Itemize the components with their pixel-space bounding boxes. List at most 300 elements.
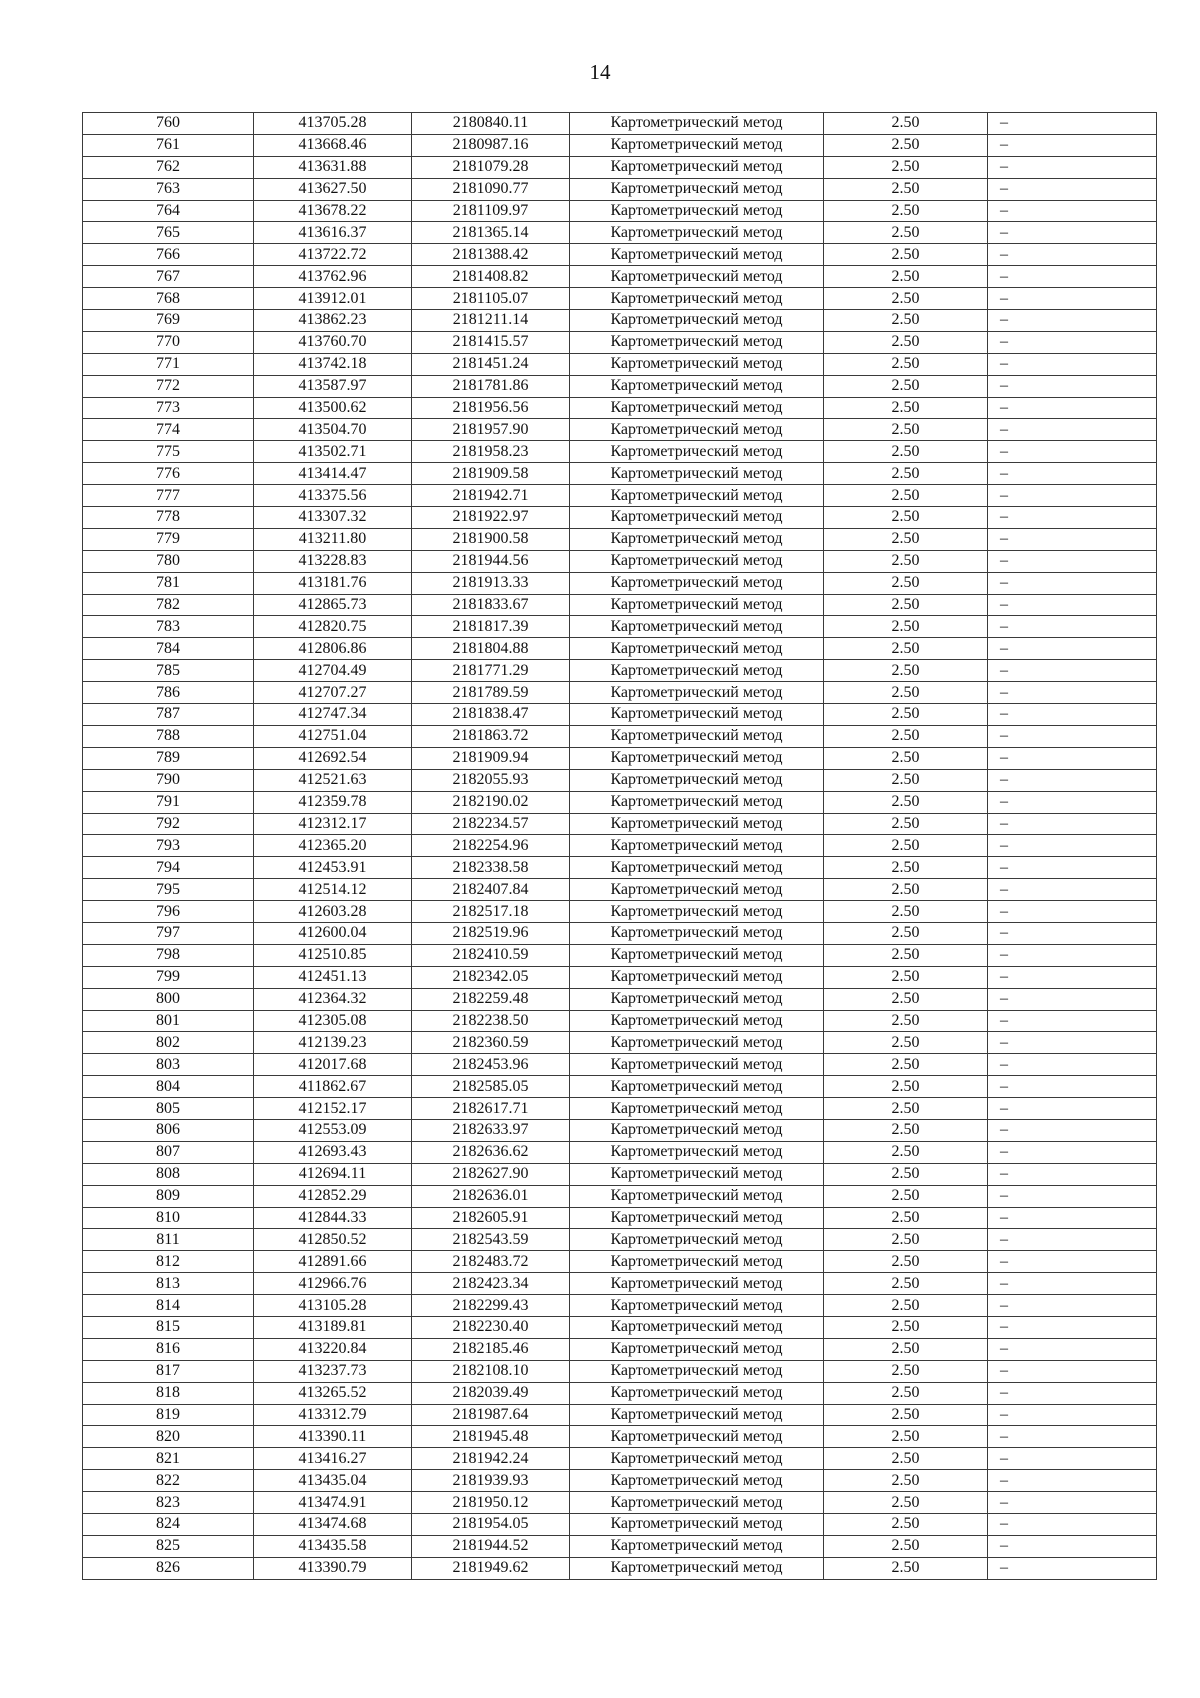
table-row xyxy=(83,1360,1157,1382)
table-row xyxy=(83,1338,1157,1360)
point-number-cell: 766 xyxy=(83,244,254,266)
table-row xyxy=(83,704,1157,726)
x-coordinate-cell: 413631.88 xyxy=(254,156,412,178)
method-cell: Картометрический метод xyxy=(570,550,824,572)
method-cell: Картометрический метод xyxy=(570,572,824,594)
note-cell: – xyxy=(988,725,1157,747)
x-coordinate-cell: 413211.80 xyxy=(254,528,412,550)
method-cell: Картометрический метод xyxy=(570,1535,824,1557)
error-cell: 2.50 xyxy=(824,1404,988,1426)
method-cell: Картометрический метод xyxy=(570,1032,824,1054)
point-number-cell: 816 xyxy=(83,1338,254,1360)
method-cell: Картометрический метод xyxy=(570,441,824,463)
error-cell: 2.50 xyxy=(824,310,988,332)
method-cell: Картометрический метод xyxy=(570,266,824,288)
table-row xyxy=(83,397,1157,419)
point-number-cell: 791 xyxy=(83,791,254,813)
note-cell: – xyxy=(988,594,1157,616)
x-coordinate-cell: 412820.75 xyxy=(254,616,412,638)
y-coordinate-cell: 2181838.47 xyxy=(412,704,570,726)
table-row xyxy=(83,616,1157,638)
note-cell: – xyxy=(988,1426,1157,1448)
y-coordinate-cell: 2181987.64 xyxy=(412,1404,570,1426)
method-cell: Картометрический метод xyxy=(570,1492,824,1514)
method-cell: Картометрический метод xyxy=(570,200,824,222)
error-cell: 2.50 xyxy=(824,375,988,397)
method-cell: Картометрический метод xyxy=(570,1207,824,1229)
point-number-cell: 782 xyxy=(83,594,254,616)
y-coordinate-cell: 2181109.97 xyxy=(412,200,570,222)
y-coordinate-cell: 2182617.71 xyxy=(412,1098,570,1120)
point-number-cell: 800 xyxy=(83,988,254,1010)
error-cell: 2.50 xyxy=(824,1338,988,1360)
y-coordinate-cell: 2181944.52 xyxy=(412,1535,570,1557)
note-cell: – xyxy=(988,704,1157,726)
x-coordinate-cell: 413435.04 xyxy=(254,1470,412,1492)
point-number-cell: 817 xyxy=(83,1360,254,1382)
table-row xyxy=(83,747,1157,769)
point-number-cell: 807 xyxy=(83,1141,254,1163)
y-coordinate-cell: 2181771.29 xyxy=(412,660,570,682)
method-cell: Картометрический метод xyxy=(570,747,824,769)
point-number-cell: 801 xyxy=(83,1010,254,1032)
y-coordinate-cell: 2181817.39 xyxy=(412,616,570,638)
error-cell: 2.50 xyxy=(824,200,988,222)
y-coordinate-cell: 2182483.72 xyxy=(412,1251,570,1273)
method-cell: Картометрический метод xyxy=(570,310,824,332)
point-number-cell: 823 xyxy=(83,1492,254,1514)
table-row xyxy=(83,1076,1157,1098)
method-cell: Картометрический метод xyxy=(570,769,824,791)
table-row xyxy=(83,1514,1157,1536)
table-row xyxy=(83,1207,1157,1229)
error-cell: 2.50 xyxy=(824,572,988,594)
point-number-cell: 785 xyxy=(83,660,254,682)
y-coordinate-cell: 2181408.82 xyxy=(412,266,570,288)
method-cell: Картометрический метод xyxy=(570,397,824,419)
table-row xyxy=(83,485,1157,507)
x-coordinate-cell: 412747.34 xyxy=(254,704,412,726)
x-coordinate-cell: 411862.67 xyxy=(254,1076,412,1098)
table-row xyxy=(83,507,1157,529)
note-cell: – xyxy=(988,419,1157,441)
table-row xyxy=(83,1163,1157,1185)
point-number-cell: 810 xyxy=(83,1207,254,1229)
x-coordinate-cell: 412453.91 xyxy=(254,857,412,879)
note-cell: – xyxy=(988,331,1157,353)
note-cell: – xyxy=(988,1360,1157,1382)
table-row xyxy=(83,791,1157,813)
method-cell: Картометрический метод xyxy=(570,463,824,485)
table-row xyxy=(83,813,1157,835)
table-row xyxy=(83,879,1157,901)
error-cell: 2.50 xyxy=(824,485,988,507)
table-row xyxy=(83,1316,1157,1338)
x-coordinate-cell: 412844.33 xyxy=(254,1207,412,1229)
note-cell: – xyxy=(988,485,1157,507)
point-number-cell: 820 xyxy=(83,1426,254,1448)
error-cell: 2.50 xyxy=(824,1492,988,1514)
note-cell: – xyxy=(988,857,1157,879)
table-row xyxy=(83,857,1157,879)
point-number-cell: 780 xyxy=(83,550,254,572)
x-coordinate-cell: 413307.32 xyxy=(254,507,412,529)
x-coordinate-cell: 412806.86 xyxy=(254,638,412,660)
y-coordinate-cell: 2182633.97 xyxy=(412,1119,570,1141)
method-cell: Картометрический метод xyxy=(570,944,824,966)
note-cell: – xyxy=(988,988,1157,1010)
y-coordinate-cell: 2182230.40 xyxy=(412,1316,570,1338)
note-cell: – xyxy=(988,966,1157,988)
note-cell: – xyxy=(988,1382,1157,1404)
point-number-cell: 826 xyxy=(83,1557,254,1579)
method-cell: Картометрический метод xyxy=(570,682,824,704)
error-cell: 2.50 xyxy=(824,1360,988,1382)
x-coordinate-cell: 413181.76 xyxy=(254,572,412,594)
y-coordinate-cell: 2181365.14 xyxy=(412,222,570,244)
y-coordinate-cell: 2181944.56 xyxy=(412,550,570,572)
x-coordinate-cell: 413474.91 xyxy=(254,1492,412,1514)
error-cell: 2.50 xyxy=(824,1273,988,1295)
method-cell: Картометрический метод xyxy=(570,901,824,923)
error-cell: 2.50 xyxy=(824,244,988,266)
x-coordinate-cell: 413762.96 xyxy=(254,266,412,288)
error-cell: 2.50 xyxy=(824,507,988,529)
table-row xyxy=(83,1251,1157,1273)
note-cell: – xyxy=(988,660,1157,682)
point-number-cell: 789 xyxy=(83,747,254,769)
x-coordinate-cell: 413668.46 xyxy=(254,134,412,156)
y-coordinate-cell: 2181900.58 xyxy=(412,528,570,550)
table-row xyxy=(83,353,1157,375)
method-cell: Картометрический метод xyxy=(570,1163,824,1185)
note-cell: – xyxy=(988,747,1157,769)
note-cell: – xyxy=(988,1273,1157,1295)
y-coordinate-cell: 2182108.10 xyxy=(412,1360,570,1382)
error-cell: 2.50 xyxy=(824,441,988,463)
note-cell: – xyxy=(988,1470,1157,1492)
y-coordinate-cell: 2181950.12 xyxy=(412,1492,570,1514)
method-cell: Картометрический метод xyxy=(570,879,824,901)
table-row xyxy=(83,244,1157,266)
error-cell: 2.50 xyxy=(824,857,988,879)
table-row xyxy=(83,266,1157,288)
error-cell: 2.50 xyxy=(824,1141,988,1163)
note-cell: – xyxy=(988,638,1157,660)
x-coordinate-cell: 412694.11 xyxy=(254,1163,412,1185)
x-coordinate-cell: 413862.23 xyxy=(254,310,412,332)
y-coordinate-cell: 2181090.77 xyxy=(412,178,570,200)
x-coordinate-cell: 412152.17 xyxy=(254,1098,412,1120)
coordinates-table xyxy=(82,112,1157,1580)
point-number-cell: 784 xyxy=(83,638,254,660)
point-number-cell: 794 xyxy=(83,857,254,879)
x-coordinate-cell: 412521.63 xyxy=(254,769,412,791)
x-coordinate-cell: 412751.04 xyxy=(254,725,412,747)
x-coordinate-cell: 413742.18 xyxy=(254,353,412,375)
y-coordinate-cell: 2182055.93 xyxy=(412,769,570,791)
table-row xyxy=(83,594,1157,616)
table-row xyxy=(83,113,1157,135)
table-row xyxy=(83,988,1157,1010)
method-cell: Картометрический метод xyxy=(570,485,824,507)
error-cell: 2.50 xyxy=(824,1010,988,1032)
y-coordinate-cell: 2182543.59 xyxy=(412,1229,570,1251)
y-coordinate-cell: 2182259.48 xyxy=(412,988,570,1010)
point-number-cell: 793 xyxy=(83,835,254,857)
note-cell: – xyxy=(988,1338,1157,1360)
error-cell: 2.50 xyxy=(824,1098,988,1120)
point-number-cell: 765 xyxy=(83,222,254,244)
method-cell: Картометрический метод xyxy=(570,1251,824,1273)
error-cell: 2.50 xyxy=(824,1295,988,1317)
y-coordinate-cell: 2182360.59 xyxy=(412,1032,570,1054)
y-coordinate-cell: 2182234.57 xyxy=(412,813,570,835)
method-cell: Картометрический метод xyxy=(570,134,824,156)
note-cell: – xyxy=(988,835,1157,857)
error-cell: 2.50 xyxy=(824,1119,988,1141)
note-cell: – xyxy=(988,134,1157,156)
x-coordinate-cell: 412704.49 xyxy=(254,660,412,682)
method-cell: Картометрический метод xyxy=(570,1382,824,1404)
error-cell: 2.50 xyxy=(824,156,988,178)
method-cell: Картометрический метод xyxy=(570,156,824,178)
error-cell: 2.50 xyxy=(824,922,988,944)
method-cell: Картометрический метод xyxy=(570,1360,824,1382)
y-coordinate-cell: 2182039.49 xyxy=(412,1382,570,1404)
point-number-cell: 797 xyxy=(83,922,254,944)
x-coordinate-cell: 412707.27 xyxy=(254,682,412,704)
note-cell: – xyxy=(988,922,1157,944)
x-coordinate-cell: 412365.20 xyxy=(254,835,412,857)
method-cell: Картометрический метод xyxy=(570,375,824,397)
point-number-cell: 777 xyxy=(83,485,254,507)
y-coordinate-cell: 2182627.90 xyxy=(412,1163,570,1185)
y-coordinate-cell: 2181945.48 xyxy=(412,1426,570,1448)
note-cell: – xyxy=(988,1010,1157,1032)
y-coordinate-cell: 2181079.28 xyxy=(412,156,570,178)
point-number-cell: 796 xyxy=(83,901,254,923)
error-cell: 2.50 xyxy=(824,1426,988,1448)
method-cell: Картометрический метод xyxy=(570,1119,824,1141)
note-cell: – xyxy=(988,1098,1157,1120)
error-cell: 2.50 xyxy=(824,331,988,353)
error-cell: 2.50 xyxy=(824,944,988,966)
error-cell: 2.50 xyxy=(824,266,988,288)
point-number-cell: 774 xyxy=(83,419,254,441)
note-cell: – xyxy=(988,1492,1157,1514)
method-cell: Картометрический метод xyxy=(570,288,824,310)
point-number-cell: 821 xyxy=(83,1448,254,1470)
note-cell: – xyxy=(988,178,1157,200)
y-coordinate-cell: 2182254.96 xyxy=(412,835,570,857)
x-coordinate-cell: 413265.52 xyxy=(254,1382,412,1404)
x-coordinate-cell: 413474.68 xyxy=(254,1514,412,1536)
error-cell: 2.50 xyxy=(824,550,988,572)
x-coordinate-cell: 412514.12 xyxy=(254,879,412,901)
point-number-cell: 811 xyxy=(83,1229,254,1251)
point-number-cell: 805 xyxy=(83,1098,254,1120)
y-coordinate-cell: 2182517.18 xyxy=(412,901,570,923)
error-cell: 2.50 xyxy=(824,288,988,310)
note-cell: – xyxy=(988,1229,1157,1251)
table-row xyxy=(83,1404,1157,1426)
method-cell: Картометрический метод xyxy=(570,616,824,638)
note-cell: – xyxy=(988,550,1157,572)
x-coordinate-cell: 412865.73 xyxy=(254,594,412,616)
note-cell: – xyxy=(988,397,1157,419)
error-cell: 2.50 xyxy=(824,1207,988,1229)
note-cell: – xyxy=(988,616,1157,638)
point-number-cell: 781 xyxy=(83,572,254,594)
error-cell: 2.50 xyxy=(824,1163,988,1185)
note-cell: – xyxy=(988,1251,1157,1273)
x-coordinate-cell: 412600.04 xyxy=(254,922,412,944)
note-cell: – xyxy=(988,1032,1157,1054)
method-cell: Картометрический метод xyxy=(570,1514,824,1536)
method-cell: Картометрический метод xyxy=(570,1557,824,1579)
method-cell: Картометрический метод xyxy=(570,594,824,616)
error-cell: 2.50 xyxy=(824,178,988,200)
error-cell: 2.50 xyxy=(824,988,988,1010)
note-cell: – xyxy=(988,1119,1157,1141)
x-coordinate-cell: 412359.78 xyxy=(254,791,412,813)
point-number-cell: 772 xyxy=(83,375,254,397)
error-cell: 2.50 xyxy=(824,1054,988,1076)
point-number-cell: 822 xyxy=(83,1470,254,1492)
point-number-cell: 790 xyxy=(83,769,254,791)
y-coordinate-cell: 2182410.59 xyxy=(412,944,570,966)
error-cell: 2.50 xyxy=(824,113,988,135)
error-cell: 2.50 xyxy=(824,1557,988,1579)
table-row xyxy=(83,134,1157,156)
x-coordinate-cell: 412451.13 xyxy=(254,966,412,988)
y-coordinate-cell: 2181388.42 xyxy=(412,244,570,266)
note-cell: – xyxy=(988,791,1157,813)
point-number-cell: 779 xyxy=(83,528,254,550)
point-number-cell: 786 xyxy=(83,682,254,704)
point-number-cell: 815 xyxy=(83,1316,254,1338)
table-row xyxy=(83,1119,1157,1141)
table-row xyxy=(83,375,1157,397)
point-number-cell: 795 xyxy=(83,879,254,901)
point-number-cell: 812 xyxy=(83,1251,254,1273)
method-cell: Картометрический метод xyxy=(570,791,824,813)
table-row xyxy=(83,288,1157,310)
x-coordinate-cell: 413228.83 xyxy=(254,550,412,572)
table-row xyxy=(83,222,1157,244)
table-row xyxy=(83,682,1157,704)
x-coordinate-cell: 413504.70 xyxy=(254,419,412,441)
error-cell: 2.50 xyxy=(824,901,988,923)
method-cell: Картометрический метод xyxy=(570,222,824,244)
y-coordinate-cell: 2181909.58 xyxy=(412,463,570,485)
x-coordinate-cell: 413390.79 xyxy=(254,1557,412,1579)
y-coordinate-cell: 2181949.62 xyxy=(412,1557,570,1579)
note-cell: – xyxy=(988,528,1157,550)
y-coordinate-cell: 2182585.05 xyxy=(412,1076,570,1098)
point-number-cell: 787 xyxy=(83,704,254,726)
note-cell: – xyxy=(988,507,1157,529)
table-row xyxy=(83,966,1157,988)
point-number-cell: 783 xyxy=(83,616,254,638)
table-row xyxy=(83,660,1157,682)
method-cell: Картометрический метод xyxy=(570,1426,824,1448)
table-row xyxy=(83,572,1157,594)
error-cell: 2.50 xyxy=(824,419,988,441)
note-cell: – xyxy=(988,1295,1157,1317)
note-cell: – xyxy=(988,1557,1157,1579)
table-row xyxy=(83,550,1157,572)
method-cell: Картометрический метод xyxy=(570,1185,824,1207)
point-number-cell: 775 xyxy=(83,441,254,463)
y-coordinate-cell: 2182423.34 xyxy=(412,1273,570,1295)
error-cell: 2.50 xyxy=(824,879,988,901)
table-row xyxy=(83,1492,1157,1514)
method-cell: Картометрический метод xyxy=(570,1141,824,1163)
note-cell: – xyxy=(988,156,1157,178)
error-cell: 2.50 xyxy=(824,594,988,616)
table-row xyxy=(83,1098,1157,1120)
table-row xyxy=(83,1185,1157,1207)
error-cell: 2.50 xyxy=(824,463,988,485)
table-row xyxy=(83,1535,1157,1557)
point-number-cell: 763 xyxy=(83,178,254,200)
error-cell: 2.50 xyxy=(824,704,988,726)
y-coordinate-cell: 2181105.07 xyxy=(412,288,570,310)
table-row xyxy=(83,922,1157,944)
x-coordinate-cell: 412692.54 xyxy=(254,747,412,769)
table-row xyxy=(83,441,1157,463)
coordinates-table-body xyxy=(83,113,1157,1580)
table-row xyxy=(83,1426,1157,1448)
point-number-cell: 824 xyxy=(83,1514,254,1536)
x-coordinate-cell: 412966.76 xyxy=(254,1273,412,1295)
y-coordinate-cell: 2181922.97 xyxy=(412,507,570,529)
x-coordinate-cell: 413760.70 xyxy=(254,331,412,353)
error-cell: 2.50 xyxy=(824,638,988,660)
method-cell: Картометрический метод xyxy=(570,1448,824,1470)
error-cell: 2.50 xyxy=(824,660,988,682)
error-cell: 2.50 xyxy=(824,791,988,813)
y-coordinate-cell: 2181942.71 xyxy=(412,485,570,507)
note-cell: – xyxy=(988,1141,1157,1163)
method-cell: Картометрический метод xyxy=(570,1470,824,1492)
x-coordinate-cell: 412305.08 xyxy=(254,1010,412,1032)
table-row xyxy=(83,419,1157,441)
point-number-cell: 792 xyxy=(83,813,254,835)
y-coordinate-cell: 2181863.72 xyxy=(412,725,570,747)
method-cell: Картометрический метод xyxy=(570,1295,824,1317)
y-coordinate-cell: 2181909.94 xyxy=(412,747,570,769)
y-coordinate-cell: 2182407.84 xyxy=(412,879,570,901)
page-number: 14 xyxy=(589,60,611,84)
table-row xyxy=(83,1448,1157,1470)
method-cell: Картометрический метод xyxy=(570,966,824,988)
table-row xyxy=(83,944,1157,966)
point-number-cell: 814 xyxy=(83,1295,254,1317)
y-coordinate-cell: 2182185.46 xyxy=(412,1338,570,1360)
method-cell: Картометрический метод xyxy=(570,1054,824,1076)
method-cell: Картометрический метод xyxy=(570,704,824,726)
point-number-cell: 819 xyxy=(83,1404,254,1426)
point-number-cell: 770 xyxy=(83,331,254,353)
method-cell: Картометрический метод xyxy=(570,1316,824,1338)
point-number-cell: 806 xyxy=(83,1119,254,1141)
y-coordinate-cell: 2181957.90 xyxy=(412,419,570,441)
y-coordinate-cell: 2182190.02 xyxy=(412,791,570,813)
point-number-cell: 825 xyxy=(83,1535,254,1557)
